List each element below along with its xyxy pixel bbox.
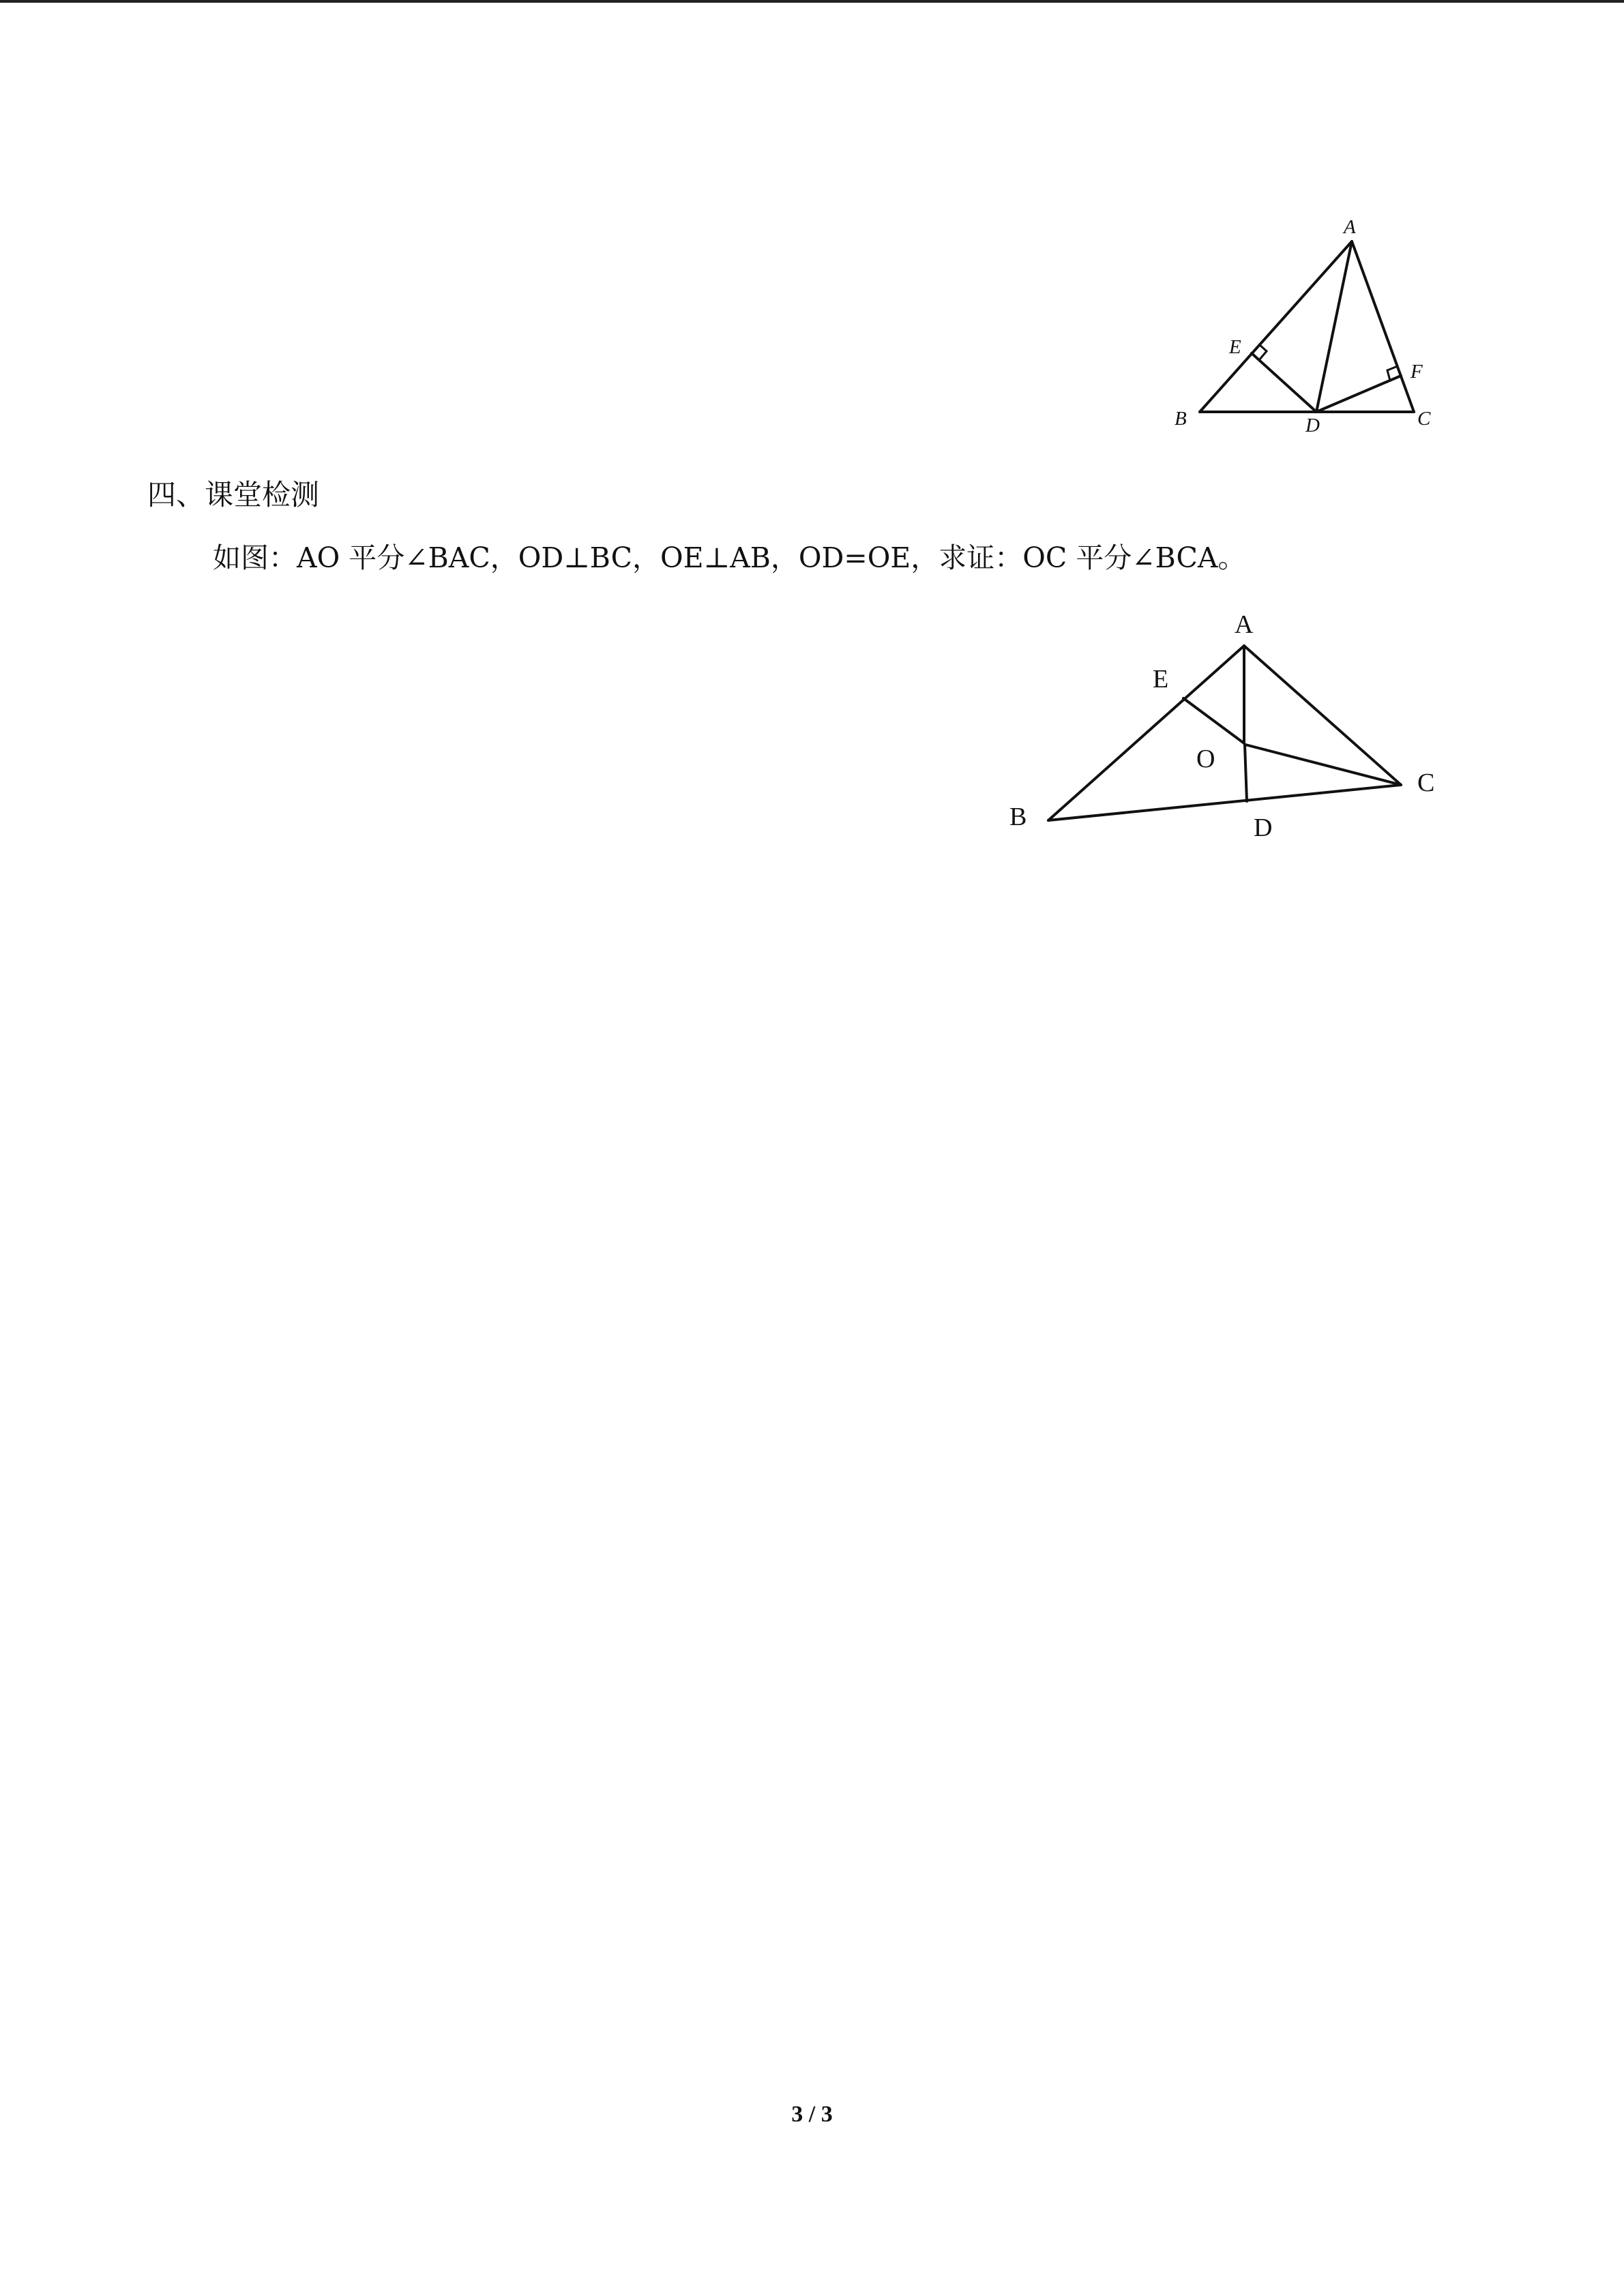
vertex-label-b: B	[1175, 408, 1187, 430]
point-label-e: E	[1229, 336, 1241, 358]
point-label-o: O	[1196, 745, 1215, 773]
vertex-label-b: B	[1009, 803, 1027, 831]
triangle-figure-efd	[1160, 205, 1460, 450]
page-number: 3 / 3	[791, 2102, 833, 2127]
segment-bc	[1048, 785, 1401, 820]
problem-statement: 如图：AO 平分∠BAC，OD⊥BC，OE⊥AB，OD=OE，求证：OC 平分∠BCA。	[213, 541, 1246, 574]
segment-ab	[1048, 646, 1244, 820]
vertex-label-c: C	[1417, 408, 1431, 430]
segment-de	[1252, 353, 1316, 412]
vertex-label-c: C	[1417, 769, 1435, 797]
point-label-f: F	[1411, 361, 1423, 383]
segment-oe	[1183, 698, 1244, 743]
segment-ac	[1352, 241, 1414, 412]
vertex-label-a: A	[1235, 610, 1254, 639]
segment-df	[1316, 376, 1401, 412]
point-label-d: D	[1254, 814, 1273, 842]
section-heading: 四、课堂检测	[147, 478, 320, 511]
point-label-d: D	[1305, 415, 1320, 436]
point-label-e: E	[1153, 665, 1169, 694]
right-angle-mark-e	[1259, 344, 1267, 360]
segment-ad	[1316, 241, 1352, 412]
vertex-label-a: A	[1344, 216, 1356, 238]
segment-od	[1245, 745, 1247, 801]
triangle-figure-oed	[982, 593, 1473, 852]
top-border-line	[0, 0, 1624, 3]
segment-ab	[1200, 241, 1352, 412]
